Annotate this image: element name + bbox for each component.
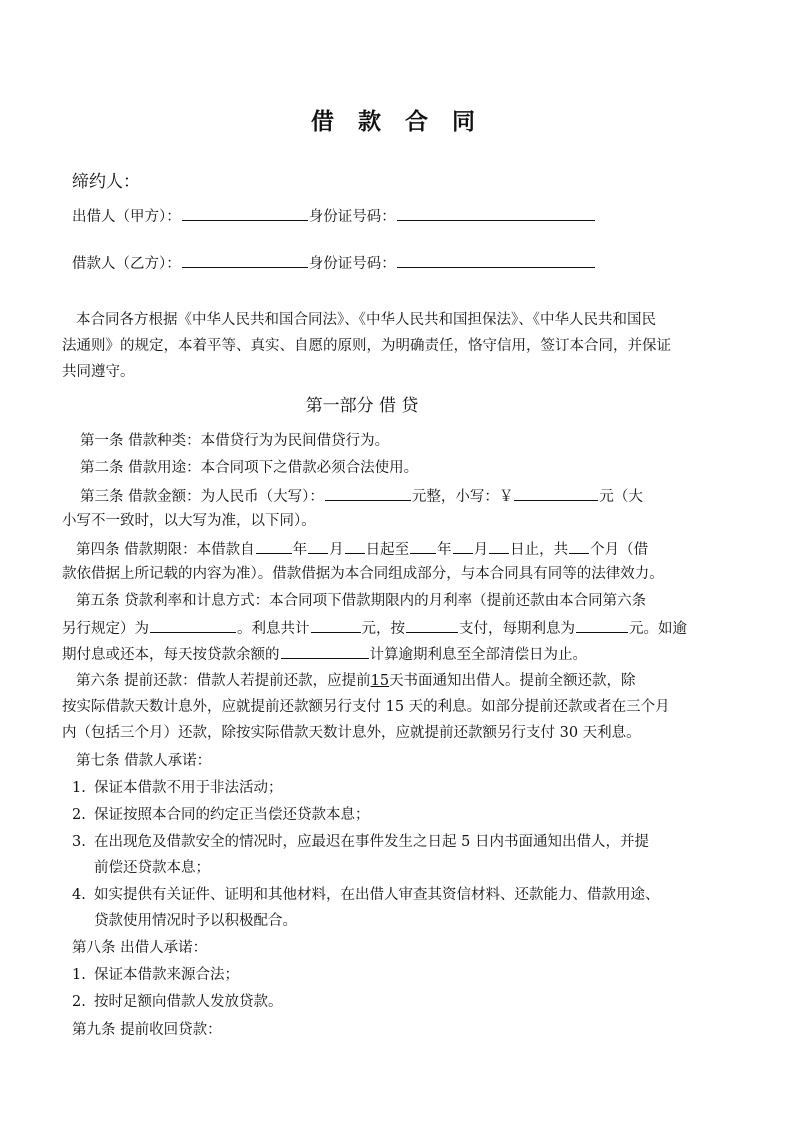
borrower-row bbox=[72, 252, 596, 274]
list-item bbox=[72, 832, 649, 852]
article-7-heading: 第七条 借款人承诺： bbox=[76, 753, 212, 769]
article-9-heading: 第九条 提前收回贷款： bbox=[72, 1022, 222, 1038]
article-6-line-1 bbox=[76, 671, 636, 691]
month-label: 月 bbox=[329, 542, 344, 558]
list-item bbox=[72, 885, 660, 905]
list-number: 3. bbox=[72, 834, 86, 850]
list-item bbox=[72, 778, 283, 798]
article-5-text-e: 元。如逾 bbox=[629, 621, 687, 637]
article-4-line-2: 款依借据上所记载的内容为准）。借款借据为本合同组成部分，与本合同具有同等的法律效力。 bbox=[62, 566, 664, 582]
day-from-label: 日起至 bbox=[365, 542, 410, 558]
year-label: 年 bbox=[437, 542, 452, 558]
preamble-line-3: 共同遵守。 bbox=[62, 364, 135, 380]
start-month-blank[interactable] bbox=[308, 538, 328, 554]
lender-id-label: 身份证号码： bbox=[308, 209, 396, 225]
borrower-label: 借款人（乙方）： bbox=[72, 256, 181, 272]
article-2: 第二条 借款用途：本合同项下之借款必须合法使用。 bbox=[80, 460, 419, 476]
list-number: 2. bbox=[72, 994, 86, 1010]
lender-row bbox=[72, 205, 596, 227]
list-text: 如实提供有关证件、证明和其他材料，在出借人审查其资信材料、还款能力、借款用途、 bbox=[94, 887, 660, 903]
list-number: 1. bbox=[72, 967, 86, 983]
lender-id-blank[interactable] bbox=[397, 205, 595, 221]
document-title: 借 款 合 同 bbox=[310, 108, 484, 135]
article-3-line-2: 小写不一致时，以大写为准，以下同）。 bbox=[62, 513, 316, 529]
list-number: 1. bbox=[72, 780, 86, 796]
article-3-text-c: 元（大 bbox=[599, 489, 643, 505]
article-5-line-2 bbox=[62, 617, 687, 639]
article-1: 第一条 借款种类：本借贷行为为民间借贷行为。 bbox=[80, 433, 390, 449]
article-5-line-3 bbox=[62, 643, 587, 665]
lender-label: 出借人（甲方）： bbox=[72, 209, 181, 225]
article-4-text-a: 第四条 借款期限：本借款自 bbox=[76, 542, 255, 558]
monthly-rate-blank[interactable] bbox=[150, 617, 236, 633]
list-text: 保证按照本合同的约定正当偿还贷款本息； bbox=[94, 807, 370, 823]
article-6-line-3: 内（包括三个月）还款，除按实际借款天数计息外，应就提前还款额另行支付 30 天利息。 bbox=[62, 725, 641, 741]
total-interest-blank[interactable] bbox=[311, 617, 361, 633]
article-5-text-g: 计算逾期利息至全部清偿日为止。 bbox=[369, 647, 587, 663]
payment-period-blank[interactable] bbox=[406, 617, 458, 633]
amount-lowercase-blank[interactable] bbox=[514, 485, 598, 501]
months-label: 个月（借 bbox=[590, 542, 649, 558]
list-item bbox=[72, 965, 239, 985]
end-year-blank[interactable] bbox=[410, 538, 436, 554]
part1-heading: 第一部分 借 贷 bbox=[305, 396, 419, 416]
list-item-continuation: 前偿还贷款本息； bbox=[94, 860, 210, 876]
article-6-line-2: 按实际借款天数计息外，应就提前还款额另行支付 15 天的利息。如部分提前还款或者在三个月 bbox=[62, 699, 670, 715]
list-item bbox=[72, 992, 283, 1012]
preamble-line-2: 法通则》的规定，本着平等、真实、自愿的原则，为明确责任，恪守信用，签订本合同，并保证 bbox=[62, 338, 671, 354]
overdue-rate-blank[interactable] bbox=[281, 643, 369, 659]
list-item bbox=[72, 805, 370, 825]
article-5-text-c: 元，按 bbox=[361, 621, 405, 637]
list-text: 按时足额向借款人发放贷款。 bbox=[94, 994, 283, 1010]
article-3-line-1 bbox=[80, 485, 643, 507]
day-to-label: 日止，共 bbox=[510, 542, 569, 558]
list-item-continuation: 贷款使用情况时予以积极配合。 bbox=[94, 913, 297, 929]
year-label: 年 bbox=[292, 542, 308, 558]
list-text: 在出现危及借款安全的情况时，应最迟在事件发生之日起 5 日内书面通知出借人，并提 bbox=[94, 834, 649, 850]
article-3-text-a: 第三条 借款金额：为人民币（大写）： bbox=[80, 489, 324, 505]
borrower-id-label: 身份证号码： bbox=[308, 256, 396, 272]
period-interest-blank[interactable] bbox=[576, 617, 628, 633]
borrower-name-blank[interactable] bbox=[182, 252, 308, 268]
article-5-text-d: 支付，每期利息为 bbox=[459, 621, 575, 637]
list-text: 保证本借款不用于非法活动； bbox=[94, 780, 283, 796]
article-5-text-a: 另行规定）为 bbox=[62, 621, 149, 637]
end-month-blank[interactable] bbox=[453, 538, 473, 554]
start-year-blank[interactable] bbox=[256, 538, 292, 554]
list-number: 2. bbox=[72, 807, 86, 823]
borrower-id-blank[interactable] bbox=[397, 252, 595, 268]
list-number: 4. bbox=[72, 887, 86, 903]
article-4-line-1 bbox=[76, 538, 648, 560]
preamble-line-1: 本合同各方根据《中华人民共和国合同法》、《中华人民共和国担保法》、《中华人民共和国民 bbox=[76, 312, 656, 328]
article-3-text-b: 元整，小写：￥ bbox=[411, 489, 514, 505]
article-5-text-b: 。利息共计 bbox=[237, 621, 310, 637]
start-day-blank[interactable] bbox=[345, 538, 365, 554]
article-5-line-1: 第五条 贷款利率和计息方式：本合同项下借款期限内的月利率（提前还款由本合同第六条 bbox=[76, 593, 647, 609]
article-5-text-f: 期付息或还本，每天按贷款余额的 bbox=[62, 647, 280, 663]
month-label: 月 bbox=[473, 542, 489, 558]
end-day-blank[interactable] bbox=[489, 538, 509, 554]
article-8-heading: 第八条 出借人承诺： bbox=[72, 940, 208, 956]
parties-label: 缔约人： bbox=[72, 172, 140, 192]
article-6-text-b: 天书面通知出借人。提前全额还款，除 bbox=[389, 673, 636, 689]
list-text: 保证本借款来源合法； bbox=[94, 967, 239, 983]
months-count-blank[interactable] bbox=[569, 538, 589, 554]
notice-days-value: 15 bbox=[370, 673, 390, 689]
amount-uppercase-blank[interactable] bbox=[325, 485, 411, 501]
lender-name-blank[interactable] bbox=[182, 205, 308, 221]
article-6-text-a: 第六条 提前还款：借款人若提前还款，应提前 bbox=[76, 673, 371, 689]
